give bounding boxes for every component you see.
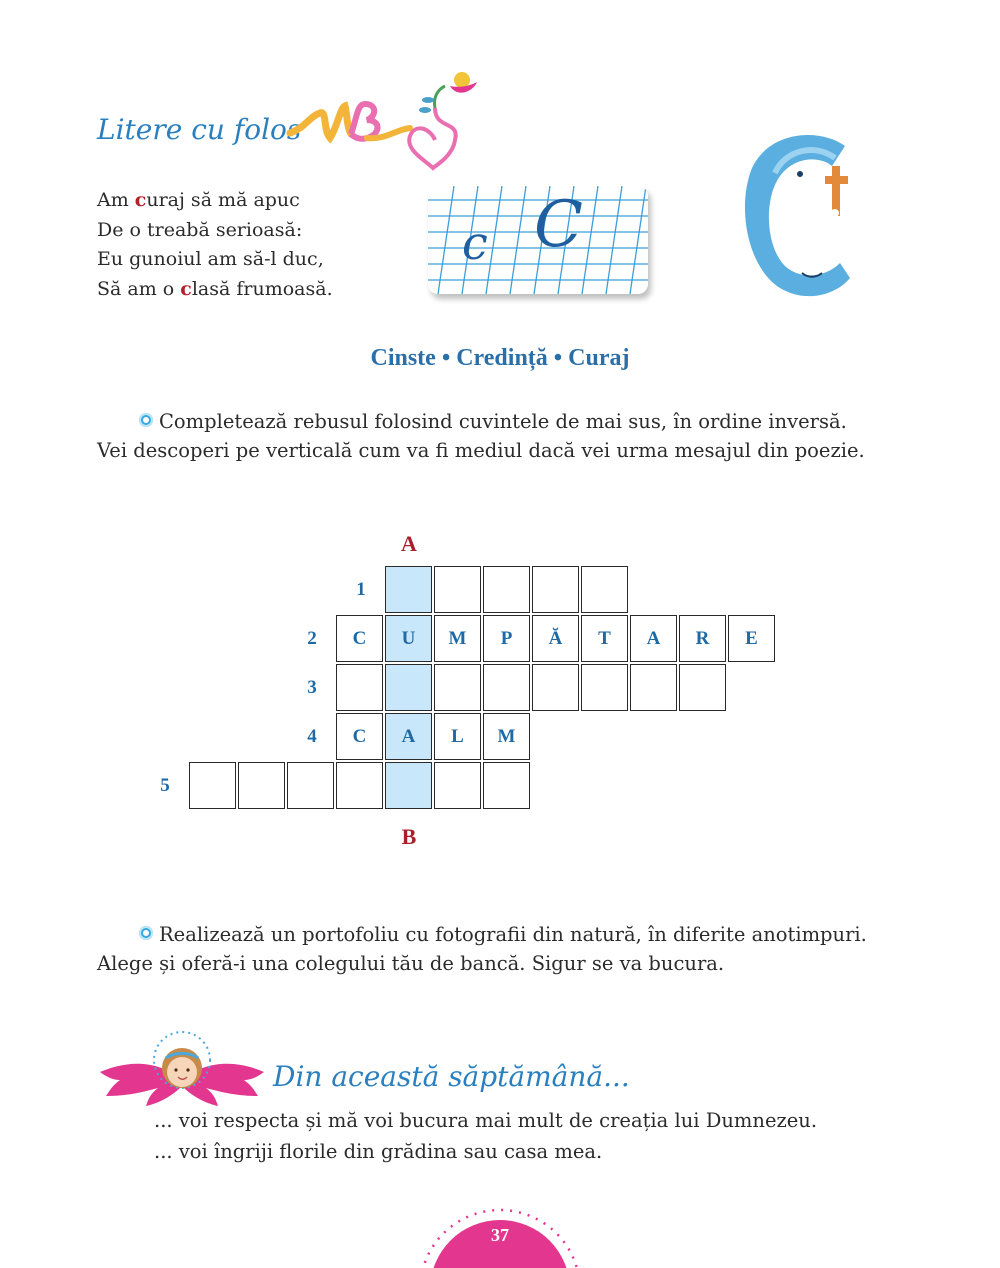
crossword-cell[interactable] xyxy=(385,664,432,711)
crossword-cell[interactable] xyxy=(434,664,481,711)
highlighted-letter: c xyxy=(134,189,147,211)
resolution-item: ... voi respecta și mă voi bucura mai mult de creația lui Dumnezeu. xyxy=(154,1109,818,1132)
crossword-cell[interactable]: A xyxy=(630,615,677,662)
crossword-cell[interactable] xyxy=(581,566,628,613)
poem-line-4 xyxy=(97,275,333,305)
crossword-cell[interactable] xyxy=(483,762,530,809)
resolution-item: ... voi îngriji florile din grădina sau casa mea. xyxy=(154,1140,603,1163)
crossword-cell[interactable] xyxy=(238,762,285,809)
row-number: 2 xyxy=(307,628,317,649)
poem-text: Să am o xyxy=(97,277,181,300)
highlighted-letter: c xyxy=(180,277,192,300)
poem-line-1 xyxy=(97,186,333,216)
crossword-cell[interactable] xyxy=(434,566,481,613)
ribbon-heart-illustration xyxy=(285,68,490,178)
crossword-cell[interactable]: U xyxy=(385,615,432,662)
angel-wings-illustration xyxy=(98,1030,266,1112)
task-instruction-2 xyxy=(97,920,867,978)
crossword-cell[interactable] xyxy=(483,664,530,711)
poem-text: uraj să mă apuc xyxy=(146,189,300,211)
lowercase-cursive-letter: c xyxy=(462,216,488,270)
poem-text: Am xyxy=(97,189,135,211)
crossword-cell[interactable]: A xyxy=(385,713,432,760)
crossword-cell[interactable] xyxy=(189,762,236,809)
crossword-cell[interactable]: M xyxy=(434,615,481,662)
crossword-cell[interactable]: C xyxy=(336,713,383,760)
page-number: 37 xyxy=(491,1225,509,1245)
task-text: Realizează un portofoliu cu fotografii din natură, în diferite anotimpuri. xyxy=(159,923,867,946)
virtues-heading: Cinste • Credință • Curaj xyxy=(370,345,630,371)
crossword-cell[interactable] xyxy=(532,664,579,711)
crossword-cell[interactable] xyxy=(385,762,432,809)
letter-c-character-illustration xyxy=(740,128,860,303)
row-number: 3 xyxy=(307,677,317,698)
crossword-cell[interactable] xyxy=(336,664,383,711)
crossword-cell[interactable] xyxy=(483,566,530,613)
row-number: 1 xyxy=(356,579,366,600)
uppercase-cursive-letter: C xyxy=(534,188,583,262)
crossword-cell[interactable] xyxy=(532,566,579,613)
poem-line-2: De o treabă serioasă: xyxy=(97,218,303,241)
poem-line-3: Eu gunoiul am să-l duc, xyxy=(97,248,324,270)
crossword-cell[interactable]: P xyxy=(483,615,530,662)
crossword-cell[interactable]: R xyxy=(679,615,726,662)
week-section-title: Din această săptămână... xyxy=(273,1060,630,1093)
crossword-cell[interactable] xyxy=(385,566,432,613)
poem xyxy=(97,186,333,304)
crossword-cell[interactable]: M xyxy=(483,713,530,760)
week-resolutions xyxy=(154,1105,817,1167)
crossword-cell[interactable]: L xyxy=(434,713,481,760)
task-text: Alege și oferă-i una colegului tău de bancă. Sigur se va bucura. xyxy=(97,952,725,975)
poem-text: lasă frumoasă. xyxy=(191,277,333,300)
task-instruction-1 xyxy=(97,407,865,465)
row-number: 4 xyxy=(307,726,317,747)
crossword-cell[interactable] xyxy=(630,664,677,711)
task-text: Completează rebusul folosind cuvintele de mai sus, în ordine inversă. xyxy=(159,410,847,433)
handwriting-card xyxy=(428,186,648,294)
column-label-top: A xyxy=(401,531,417,556)
task-text: Vei descoperi pe verticală cum va fi mediul dacă vei urma mesajul din poezie. xyxy=(97,439,865,462)
crossword-cell[interactable] xyxy=(581,664,628,711)
crossword-cell[interactable] xyxy=(287,762,334,809)
crossword-cell[interactable]: C xyxy=(336,615,383,662)
row-number: 5 xyxy=(160,775,170,796)
crossword-cell[interactable] xyxy=(336,762,383,809)
crossword-cell[interactable] xyxy=(434,762,481,809)
crossword-cell[interactable]: E xyxy=(728,615,775,662)
section-title: Litere cu folos xyxy=(97,113,302,146)
flower-bullet-icon xyxy=(139,413,153,427)
crossword-cell[interactable]: Ă xyxy=(532,615,579,662)
crossword-cell[interactable] xyxy=(679,664,726,711)
crossword-cell[interactable]: T xyxy=(581,615,628,662)
column-label-bottom: B xyxy=(401,824,417,849)
flower-bullet-icon xyxy=(139,926,153,940)
